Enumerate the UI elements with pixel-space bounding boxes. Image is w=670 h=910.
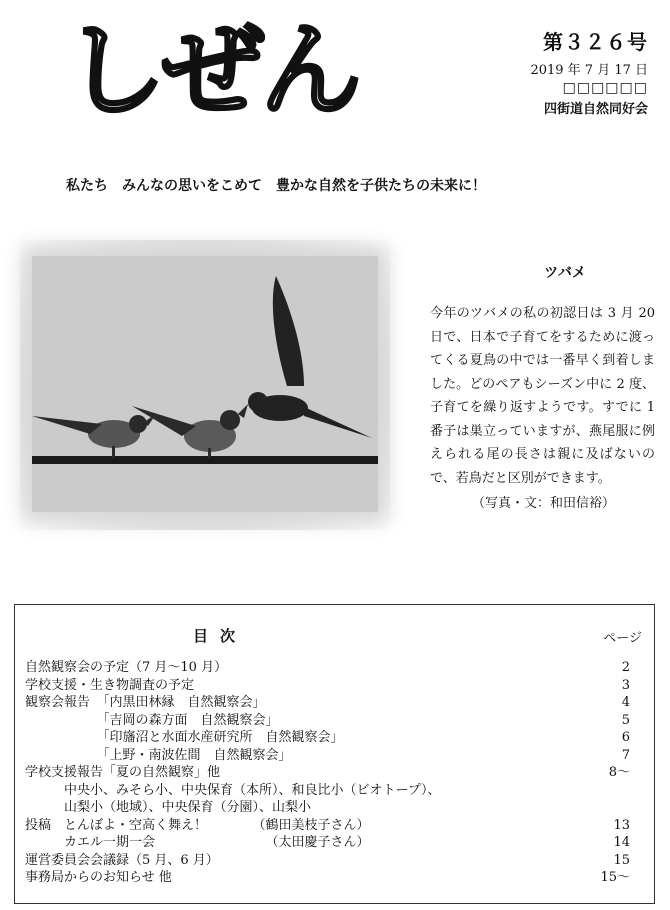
issue-date: 2019 年 7 月 17 日	[530, 63, 648, 78]
toc-entry	[25, 677, 642, 695]
toc-entry	[25, 834, 642, 852]
toc-entry-page: 14	[613, 835, 630, 850]
issue-number: 第３２６号	[543, 30, 648, 54]
slogan: 私たち みんなの思いをこめて 豊かな自然を子供たちの未来に！	[66, 178, 486, 194]
toc-entry	[25, 782, 642, 800]
toc-entry-page: 2	[621, 660, 630, 675]
toc-entry	[25, 869, 642, 887]
article	[430, 262, 655, 511]
article-title: ツバメ	[544, 265, 586, 281]
toc-entry	[25, 764, 642, 782]
toc-entry	[25, 712, 642, 730]
toc-entry-page: 15～	[600, 870, 630, 885]
toc-entry-page: 4	[621, 695, 630, 710]
toc-entry-page: 5	[621, 712, 630, 728]
toc-page-header: ページ	[603, 631, 642, 646]
toc-entry-page: 15	[613, 852, 630, 868]
toc-entry-text: 「印旛沼と水面水産研究所 自然観察会」	[25, 730, 344, 745]
issue-boxes: □□□□□□	[562, 80, 648, 96]
toc-entry-text: カエル一期一会 （太田慶子さん）	[25, 835, 370, 850]
masthead-logo	[60, 10, 360, 120]
wire	[32, 456, 378, 464]
toc-entry-text: 自然観察会の予定（7 月～10 月）	[25, 660, 228, 675]
issue-org: 四街道自然同好会	[543, 102, 648, 117]
toc-entry-text: 「上野・南波佐間 自然観察会」	[25, 747, 292, 763]
toc-entry-text: 投稿 とんぼよ・空高く舞え！ （鶴田美枝子さん）	[25, 817, 370, 833]
toc-heading: 目次	[193, 627, 248, 645]
toc-entry-text: 「吉岡の森方面 自然観察会」	[25, 712, 279, 728]
toc-entry-text: 学校支援報告「夏の自然観察」他	[25, 765, 221, 780]
toc-entry-page: 8～	[608, 765, 630, 780]
toc-entry-page: 6	[621, 730, 630, 745]
toc-entry	[25, 817, 642, 835]
toc-entry-text: 山梨小（地域）、中央保育（分園）、山梨小	[25, 800, 312, 815]
toc-entry-text: 運営委員会会議録（5 月、6 月）	[25, 852, 219, 868]
article-credit: （写真・文：和田信裕）	[472, 496, 616, 511]
table-of-contents	[14, 604, 655, 904]
toc-entry	[25, 799, 642, 817]
article-body: 今年のツバメの私の初認日は 3 月 20 日で、日本で子育てをするために渡ってくる夏鳥の中では一番早く到着しました。どのペアもシーズン中に 2 度、子育てを繰り返すようです。すでに 1 番子は巣立っていますが、燕尾服に例えられる尾の長さは親に及ばないので、若鳥だと区別ができます。	[430, 306, 655, 486]
toc-entry-page: 13	[613, 817, 630, 833]
toc-entry-text: 観察会報告 「内黒田林縁 自然観察会」	[25, 695, 266, 710]
toc-entry	[25, 747, 642, 765]
masthead-text: しぜん	[64, 12, 358, 120]
toc-entry-text: 学校支援・生き物調査の予定	[25, 677, 195, 693]
issue-info	[530, 26, 648, 117]
toc-entry	[25, 659, 642, 677]
toc-entry	[25, 729, 642, 747]
toc-entry-page: 7	[621, 747, 630, 763]
toc-entry-text: 事務局からのお知らせ 他	[25, 870, 172, 885]
swallow-photo	[32, 256, 378, 512]
masthead-title	[60, 10, 360, 124]
toc-entry	[25, 852, 642, 870]
swallows-illustration	[32, 256, 378, 512]
toc-entry	[25, 694, 642, 712]
toc-entry-page: 3	[621, 677, 630, 693]
toc-entry-text: 中央小、みそら小、中央保育（本所）、和良比小（ビオトープ）、	[25, 782, 441, 798]
toc-entries	[25, 659, 642, 887]
photo-frame	[20, 240, 390, 530]
